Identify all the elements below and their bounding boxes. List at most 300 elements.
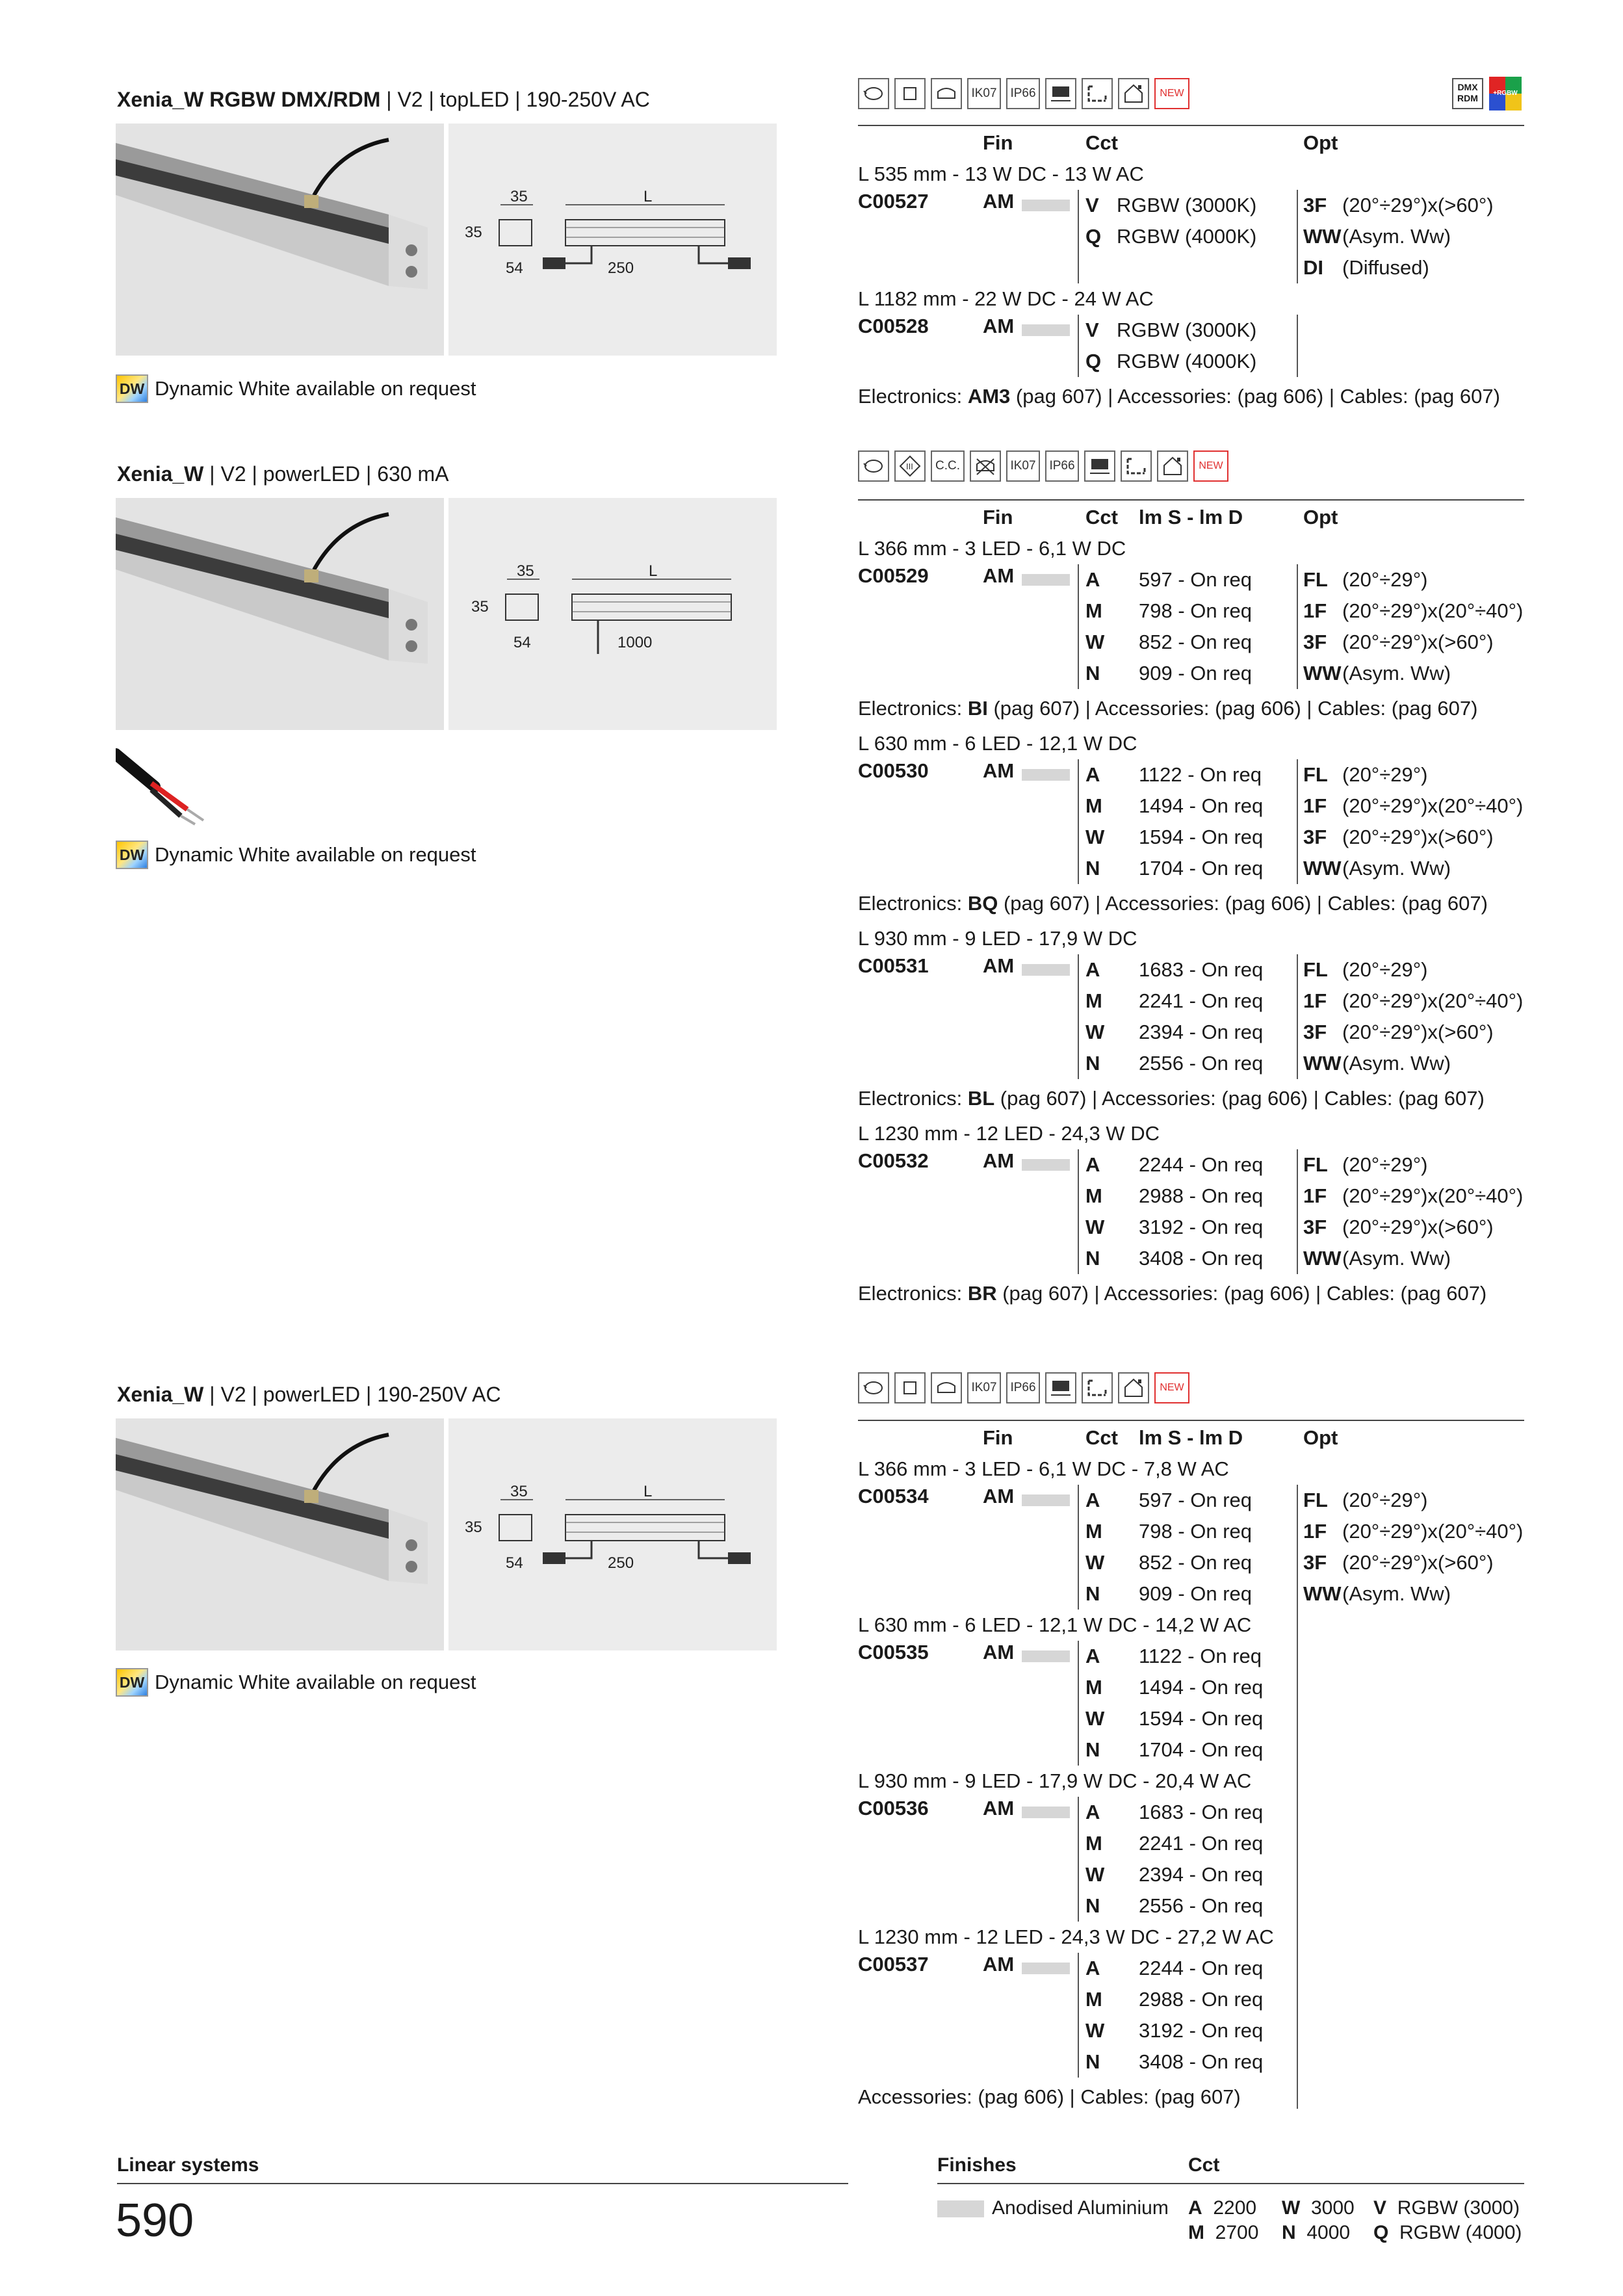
cct-header: Cct [1188, 2154, 1220, 2176]
cct-code: W [1085, 1021, 1105, 1043]
table-row [858, 190, 1524, 221]
dynamic-white-text: Dynamic White available on request [155, 1671, 476, 1693]
spec-line: L 1182 mm - 22 W DC - 24 W AC [858, 287, 1154, 310]
cct-code: M [1085, 1520, 1102, 1543]
table-row [858, 221, 1524, 252]
opt-code: WW [1303, 1582, 1342, 1605]
col-opt: Opt [1303, 506, 1338, 528]
spec-line: L 535 mm - 13 W DC - 13 W AC [858, 163, 1144, 185]
cct-code: N [1085, 857, 1100, 880]
new-badge: NEW [1154, 78, 1189, 109]
product-table [858, 1420, 1524, 2117]
col-fin: Fin [983, 506, 1013, 528]
spec-line: L 630 mm - 6 LED - 12,1 W DC [858, 732, 1137, 755]
cct-code: N [1085, 1247, 1100, 1270]
feature-icons [858, 1370, 1189, 1405]
elec-code: AM3 [967, 385, 1011, 408]
dim-cable: 1000 [617, 634, 653, 651]
lumen-value: 3192 - On req [1139, 1216, 1264, 1238]
cct-code: N [1085, 1738, 1100, 1761]
opt-label: (20°÷29°)x(>60°) [1342, 1551, 1494, 1574]
elec-suffix: (pag 607) | Accessories: (pag 606) | Cables: (pag 607) [994, 1087, 1485, 1110]
cct-code: M [1085, 989, 1102, 1012]
opt-label: (20°÷29°) [1342, 958, 1428, 981]
finish-swatch [937, 2200, 984, 2217]
elec-suffix: (pag 607) | Accessories: (pag 606) | Cables: (pag 607) [1010, 385, 1500, 408]
col-fin: Fin [983, 131, 1013, 154]
opt-code: 3F [1303, 631, 1327, 653]
opt-code: FL [1303, 1153, 1328, 1176]
table-header [858, 125, 1524, 159]
col-opt: Opt [1303, 1426, 1338, 1449]
product-code: C00530 [858, 759, 929, 782]
profile-icon [931, 1372, 962, 1403]
lumen-value: 3408 - On req [1139, 2050, 1264, 2073]
table-row [858, 954, 1524, 985]
opt-label: (20°÷29°)x(>60°) [1342, 631, 1494, 653]
opt-label: (Asym. Ww) [1342, 1052, 1451, 1075]
cct-code: W [1085, 631, 1105, 653]
product-name: Xenia_W RGBW DMX/RDM [117, 88, 381, 111]
finish-code: AM [983, 1149, 1015, 1172]
opt-label: (Asym. Ww) [1342, 1247, 1451, 1270]
section-category: Linear systems [117, 2154, 259, 2176]
lumen-value: 2556 - On req [1139, 1894, 1264, 1917]
dim-width: 35 [471, 598, 489, 616]
col-lm: lm S - lm D [1139, 1426, 1243, 1449]
cct-code: Q [1085, 350, 1102, 372]
cct-legend-item: W 3000 [1282, 2197, 1355, 2219]
cct-code: W [1085, 1551, 1105, 1574]
dim-height: 35 [510, 188, 528, 205]
dynamic-white-badge-icon: DW [116, 1668, 148, 1697]
opt-code: DI [1303, 256, 1323, 279]
finish-name: Anodised Aluminium [992, 2197, 1169, 2219]
dynamic-white-text: Dynamic White available on request [155, 377, 476, 400]
svg-text:III: III [906, 462, 913, 471]
no-cover-icon [970, 450, 1001, 482]
opt-code: 3F [1303, 1021, 1327, 1043]
cct-legend-item: A 2200 [1188, 2197, 1257, 2219]
square-icon [894, 1372, 926, 1403]
table-row [858, 2015, 1524, 2046]
table-row [858, 252, 1524, 283]
lumen-value: 2244 - On req [1139, 1153, 1264, 1176]
technical-drawing [448, 124, 777, 356]
product-group [858, 759, 1524, 884]
opt-code: FL [1303, 1489, 1328, 1511]
lumen-value: 2241 - On req [1139, 1832, 1264, 1855]
dynamic-white-note [116, 374, 476, 403]
elec-prefix: Electronics: [858, 1282, 968, 1305]
lumen-value: 3408 - On req [1139, 1247, 1264, 1270]
col-cct: Cct [1085, 131, 1118, 154]
finish-code: AM [983, 190, 1015, 213]
product-group [858, 190, 1524, 283]
dim-length: L [643, 1483, 653, 1500]
table-row [858, 2046, 1524, 2078]
lumen-value: 1494 - On req [1139, 794, 1264, 817]
spec-line: L 366 mm - 3 LED - 6,1 W DC - 7,8 W AC [858, 1457, 1229, 1480]
dynamic-white-badge-icon: DW [116, 374, 148, 403]
new-badge: NEW [1154, 1372, 1189, 1403]
product-name: Xenia_W [117, 462, 204, 486]
cct-code: W [1085, 1216, 1105, 1238]
lumen-value: 1594 - On req [1139, 1707, 1264, 1730]
product-photo [116, 498, 444, 730]
table-header [858, 499, 1524, 533]
dim-height: 35 [517, 562, 534, 580]
finish-code: AM [983, 1641, 1015, 1663]
square-icon [894, 78, 926, 109]
product-photo [116, 124, 444, 356]
product-code: C00537 [858, 1953, 929, 1976]
cct-code: N [1085, 1052, 1100, 1075]
table-row [858, 1048, 1524, 1079]
product-spec: | V2 | powerLED | 630 mA [203, 462, 449, 486]
product-group [858, 315, 1524, 377]
dynamic-white-note [116, 841, 476, 869]
opt-code: 3F [1303, 194, 1327, 216]
dimension-icon [1082, 78, 1113, 109]
rgbw-label: +RGBW [1493, 90, 1518, 97]
lumen-value: 1594 - On req [1139, 826, 1264, 848]
spec-line: L 630 mm - 6 LED - 12,1 W DC - 14,2 W AC [858, 1613, 1252, 1636]
finish-code: AM [983, 1485, 1015, 1507]
house-icon [1118, 1372, 1149, 1403]
dynamic-white-note [116, 1668, 476, 1697]
table-row [858, 759, 1524, 790]
lumen-value: 798 - On req [1139, 1520, 1253, 1543]
cct-code: Q [1085, 225, 1102, 248]
product-group [858, 1485, 1524, 1610]
table-row [858, 1984, 1524, 2015]
lumen-value: 1704 - On req [1139, 857, 1264, 880]
dim-depth: 54 [513, 634, 531, 651]
opt-code: FL [1303, 958, 1328, 981]
electronics-line [858, 884, 1524, 923]
elec-prefix: Electronics: [858, 1087, 968, 1110]
col-lm: lm S - lm D [1139, 506, 1243, 528]
recessed-icon [1084, 450, 1115, 482]
profile-icon [931, 78, 962, 109]
product-code: C00532 [858, 1149, 929, 1172]
product-group [858, 1641, 1524, 1766]
table-row [858, 1181, 1524, 1212]
feature-icons [858, 76, 1189, 111]
elec-prefix: Electronics: [858, 892, 968, 915]
table-row [858, 985, 1524, 1017]
lumen-value: 2241 - On req [1139, 989, 1264, 1012]
opt-code: 3F [1303, 1551, 1327, 1574]
table-row [858, 315, 1524, 346]
ip-rating-icon: IP66 [1006, 78, 1040, 109]
lumen-value: 1122 - On req [1139, 1645, 1262, 1667]
table-row [858, 627, 1524, 658]
cct-legend-item: Q RGBW (4000) [1373, 2222, 1522, 2243]
opt-label: (Asym. Ww) [1342, 662, 1451, 685]
product-group [858, 954, 1524, 1079]
opt-label: (20°÷29°) [1342, 568, 1428, 591]
lumen-value: 852 - On req [1139, 631, 1253, 653]
col-cct: Cct [1085, 506, 1118, 528]
elec-prefix: Electronics: [858, 697, 968, 720]
lumen-value: 798 - On req [1139, 599, 1253, 622]
lumen-value: 597 - On req [1139, 568, 1253, 591]
section-title [117, 462, 448, 486]
table-row [858, 1890, 1524, 1922]
table-row [858, 595, 1524, 627]
cct-code: N [1085, 1582, 1100, 1605]
cct-legend-item: V RGBW (3000) [1373, 2197, 1520, 2219]
dim-depth: 54 [506, 1554, 523, 1572]
product-code: C00528 [858, 315, 929, 337]
table-row [858, 1149, 1524, 1181]
table-row [858, 1212, 1524, 1243]
cct-code: M [1085, 794, 1102, 817]
electronics-line [858, 1079, 1524, 1118]
lumen-value: 1122 - On req [1139, 763, 1262, 786]
table-row [858, 1516, 1524, 1547]
cct-code: M [1085, 1676, 1102, 1699]
cct-code: A [1085, 763, 1100, 786]
cct-code: M [1085, 1988, 1102, 2011]
table-row [858, 1797, 1524, 1828]
elec-code: BL [967, 1087, 995, 1110]
technical-drawing [448, 498, 777, 730]
accessories-line: Accessories: (pag 606) | Cables: (pag 607) [858, 2085, 1241, 2108]
elec-suffix: (pag 607) | Accessories: (pag 606) | Cables: (pag 607) [998, 892, 1488, 915]
finish-code: AM [983, 1953, 1015, 1976]
ip-rating-icon: IP66 [1006, 1372, 1040, 1403]
cct-code: A [1085, 1645, 1100, 1667]
cct-code: N [1085, 2050, 1100, 2073]
cct-code: W [1085, 2019, 1105, 2042]
lumen-value: 2394 - On req [1139, 1863, 1264, 1886]
product-code: C00531 [858, 954, 929, 977]
table-row [858, 1828, 1524, 1859]
cct-code: W [1085, 1707, 1105, 1730]
dim-depth: 54 [506, 259, 523, 277]
electronics-line [858, 689, 1524, 728]
cct-code: M [1085, 1184, 1102, 1207]
dmx-rdm-icon: DMX RDM [1452, 78, 1483, 109]
elec-suffix: (pag 607) | Accessories: (pag 606) | Cables: (pag 607) [987, 697, 1478, 720]
opt-label: (20°÷29°)x(>60°) [1342, 1216, 1494, 1238]
lumen-value: 3192 - On req [1139, 2019, 1264, 2042]
lumen-value: 1494 - On req [1139, 1676, 1264, 1699]
opt-code: 1F [1303, 794, 1327, 817]
table-header [858, 1420, 1524, 1454]
opt-label: (20°÷29°) [1342, 1153, 1428, 1176]
lumen-value: 909 - On req [1139, 662, 1253, 685]
cct-code: A [1085, 1957, 1100, 1979]
cct-code: V [1085, 194, 1099, 216]
cct-label: RGBW (3000K) [1117, 319, 1257, 341]
dynamic-white-text: Dynamic White available on request [155, 843, 476, 866]
opt-code: 1F [1303, 989, 1327, 1012]
page-number: 590 [116, 2195, 194, 2247]
opt-code: 1F [1303, 599, 1327, 622]
opt-label: (20°÷29°)x(20°÷40°) [1342, 1184, 1524, 1207]
product-code: C00527 [858, 190, 929, 213]
lumen-value: 2988 - On req [1139, 1184, 1264, 1207]
lumen-value: 2556 - On req [1139, 1052, 1264, 1075]
electronics-line [858, 1274, 1524, 1313]
opt-code: WW [1303, 857, 1342, 880]
opt-code: WW [1303, 1052, 1342, 1075]
ik-rating-icon: IK07 [967, 1372, 1001, 1403]
feature-icons [858, 449, 1228, 484]
cct-legend-item: N 4000 [1282, 2222, 1351, 2243]
spec-line: L 366 mm - 3 LED - 6,1 W DC [858, 537, 1126, 560]
opt-label: (20°÷29°)x(20°÷40°) [1342, 1520, 1524, 1543]
house-icon [1118, 78, 1149, 109]
opt-code: WW [1303, 225, 1342, 248]
rotate-icon [858, 78, 889, 109]
house-icon [1157, 450, 1188, 482]
table-row [858, 790, 1524, 822]
lumen-value: 852 - On req [1139, 1551, 1253, 1574]
opt-label: (Asym. Ww) [1342, 225, 1451, 248]
opt-code: FL [1303, 568, 1328, 591]
electronics-line [858, 377, 1524, 416]
cct-code: W [1085, 1863, 1105, 1886]
opt-code: 3F [1303, 1216, 1327, 1238]
table-row [858, 853, 1524, 884]
recessed-icon [1045, 1372, 1076, 1403]
technical-drawing [448, 1418, 777, 1650]
table-row [858, 1859, 1524, 1890]
footer-rule-right [937, 2183, 1524, 2184]
product-name: Xenia_W [117, 1383, 204, 1406]
opt-label: (20°÷29°)x(20°÷40°) [1342, 599, 1524, 622]
cct-legend-item: M 2700 [1188, 2222, 1259, 2243]
class-iii-icon [894, 450, 926, 482]
finish-code: AM [983, 954, 1015, 977]
ip-rating-icon: IP66 [1045, 450, 1079, 482]
product-photo [116, 1418, 444, 1650]
dimension-icon [1121, 450, 1152, 482]
lumen-value: 1683 - On req [1139, 1801, 1264, 1823]
recessed-icon [1045, 78, 1076, 109]
finish-code: AM [983, 1797, 1015, 1820]
spec-line: L 930 mm - 9 LED - 17,9 W DC [858, 927, 1137, 950]
product-group [858, 1797, 1524, 1922]
product-group [858, 564, 1524, 689]
lumen-value: 597 - On req [1139, 1489, 1253, 1511]
cct-code: M [1085, 1832, 1102, 1855]
cct-label: RGBW (4000K) [1117, 225, 1257, 248]
table-row [858, 1672, 1524, 1703]
product-code: C00529 [858, 564, 929, 587]
opt-label: (20°÷29°) [1342, 763, 1428, 786]
product-code: C00534 [858, 1485, 929, 1507]
dim-width: 35 [465, 1519, 482, 1536]
lumen-value: 2394 - On req [1139, 1021, 1264, 1043]
product-group [858, 1149, 1524, 1274]
opt-code: FL [1303, 763, 1328, 786]
table-row [858, 1703, 1524, 1734]
ik-rating-icon: IK07 [967, 78, 1001, 109]
cct-code: A [1085, 1801, 1100, 1823]
table-row [858, 1485, 1524, 1516]
cct-code: A [1085, 568, 1100, 591]
opt-code: 3F [1303, 826, 1327, 848]
product-spec: | V2 | powerLED | 190-250V AC [203, 1383, 501, 1406]
lumen-value: 2988 - On req [1139, 1988, 1264, 2011]
col-cct: Cct [1085, 1426, 1118, 1449]
dimension-icon [1082, 1372, 1113, 1403]
lumen-value: 1704 - On req [1139, 1738, 1264, 1761]
elec-code: BR [967, 1282, 997, 1305]
product-code: C00535 [858, 1641, 929, 1663]
opt-label: (20°÷29°)x(>60°) [1342, 826, 1494, 848]
table-row [858, 1547, 1524, 1578]
product-code: C00536 [858, 1797, 929, 1820]
rotate-icon [858, 450, 889, 482]
dim-cable: 250 [608, 1554, 634, 1572]
cct-code: W [1085, 826, 1105, 848]
cct-code: M [1085, 599, 1102, 622]
constant-current-icon: C.C. [931, 450, 965, 482]
opt-label: (20°÷29°)x(20°÷40°) [1342, 794, 1524, 817]
dim-height: 35 [510, 1483, 528, 1500]
product-table [858, 499, 1524, 1313]
new-badge: NEW [1193, 450, 1228, 482]
cct-code: V [1085, 319, 1099, 341]
table-row [858, 1017, 1524, 1048]
lumen-value: 909 - On req [1139, 1582, 1253, 1605]
ik-rating-icon: IK07 [1006, 450, 1040, 482]
cct-code: A [1085, 1489, 1100, 1511]
section-title [117, 88, 650, 112]
table-row [858, 658, 1524, 689]
dim-cable: 250 [608, 259, 634, 277]
section-title [117, 1383, 501, 1407]
opt-label: (Asym. Ww) [1342, 1582, 1451, 1605]
finish-code: AM [983, 564, 1015, 587]
cct-code: N [1085, 1894, 1100, 1917]
table-row [858, 1578, 1524, 1610]
lumen-value: 1683 - On req [1139, 958, 1264, 981]
rotate-icon [858, 1372, 889, 1403]
footer-rule-left [117, 2183, 848, 2184]
spec-line: L 930 mm - 9 LED - 17,9 W DC - 20,4 W AC [858, 1769, 1252, 1792]
dim-length: L [643, 188, 653, 205]
finish-code: AM [983, 759, 1015, 782]
table-row [858, 1641, 1524, 1672]
elec-suffix: (pag 607) | Accessories: (pag 606) | Cables: (pag 607) [996, 1282, 1487, 1305]
cct-code: A [1085, 958, 1100, 981]
opt-label: (Asym. Ww) [1342, 857, 1451, 880]
cct-code: A [1085, 1153, 1100, 1176]
spec-line: L 1230 mm - 12 LED - 24,3 W DC - 27,2 W AC [858, 1925, 1274, 1948]
finishes-header: Finishes [937, 2154, 1017, 2176]
opt-code: WW [1303, 662, 1342, 685]
opt-label: (20°÷29°)x(20°÷40°) [1342, 989, 1524, 1012]
opt-code: WW [1303, 1247, 1342, 1270]
table-row [858, 1734, 1524, 1766]
table-row [858, 564, 1524, 595]
dim-length: L [649, 562, 658, 580]
opt-code: 1F [1303, 1184, 1327, 1207]
table-row [858, 1953, 1524, 1984]
product-group [858, 1953, 1524, 2078]
lumen-value: 2244 - On req [1139, 1957, 1264, 1979]
dynamic-white-badge-icon: DW [116, 841, 148, 869]
elec-code: BQ [967, 892, 998, 915]
